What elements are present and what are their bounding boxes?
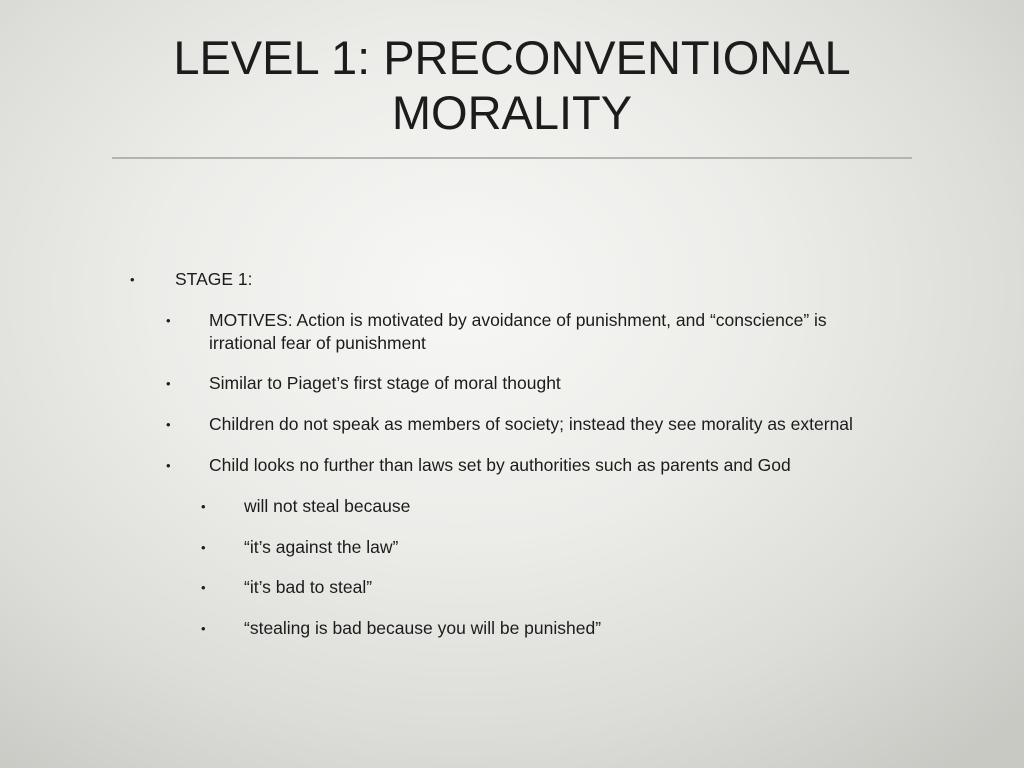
sub-item-bad: “it’s bad to steal” [244, 577, 373, 597]
stage-label: STAGE 1: [175, 269, 253, 289]
list-item-motives-line-2: irrational fear of punishment [209, 333, 426, 353]
sub-item-punished: “stealing is bad because you will be punished” [244, 618, 602, 638]
list-item-piaget: Similar to Piaget’s first stage of moral thought [209, 373, 561, 393]
title-divider [112, 157, 912, 159]
list-item-society: Children do not speak as members of society; instead they see morality as external [209, 414, 853, 434]
bullet-icon: • [166, 313, 171, 328]
list-item-motives-line-1: MOTIVES: Action is motivated by avoidance of punishment, and “conscience” is [209, 310, 827, 330]
sub-item-law: “it’s against the law” [244, 537, 399, 557]
bullet-icon: • [201, 499, 206, 514]
list-item-motives [209, 309, 827, 355]
list-item-authorities: Child looks no further than laws set by authorities such as parents and God [209, 455, 791, 475]
bullet-icon: • [201, 540, 206, 555]
bullet-icon: • [166, 417, 171, 432]
slide-title-line-2: MORALITY [391, 86, 633, 139]
bullet-icon: • [130, 272, 135, 287]
bullet-icon: • [201, 580, 206, 595]
slide-title [0, 30, 1024, 140]
bullet-icon: • [166, 458, 171, 473]
bullet-icon: • [166, 376, 171, 391]
sub-item-steal: will not steal because [244, 496, 411, 516]
bullet-icon: • [201, 621, 206, 636]
slide-title-line-1: LEVEL 1: PRECONVENTIONAL [173, 31, 851, 84]
